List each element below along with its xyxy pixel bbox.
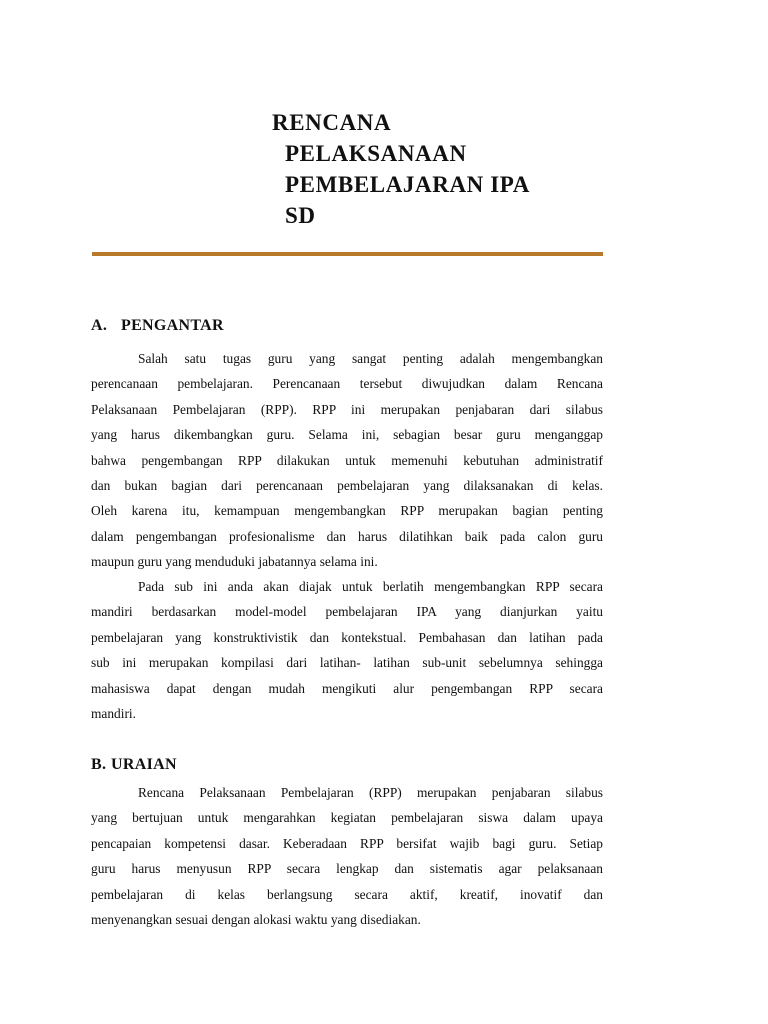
text-line: Pelaksanaan Pembelajaran (RPP). RPP ini merupakan penjabaran dari silabus: [91, 401, 603, 417]
text-line: maupun guru yang menduduki jabatannya selama ini.: [91, 554, 378, 570]
title-line: SD: [285, 203, 316, 228]
title-line: RENCANA: [272, 110, 392, 135]
paragraph-pengantar-1: [91, 346, 603, 575]
text-line: yang harus dikembangkan guru. Selama ini, sebagian besar guru menganggap: [91, 427, 603, 443]
section-heading-uraian: [91, 755, 177, 775]
text-line: bahwa pengembangan RPP dilakukan untuk memenuhi kebutuhan administratif: [91, 452, 603, 468]
section-heading-pengantar: [91, 316, 224, 336]
text-line: pencapaian kompetensi dasar. Keberadaan RPP bersifat wajib bagi guru. Setiap: [91, 835, 603, 851]
text-line: pembelajaran di kelas berlangsung secara aktif, kreatif, inovatif dan: [91, 886, 603, 902]
title-line: PELAKSANAAN: [285, 141, 467, 166]
document-title: [272, 107, 612, 231]
title-line: PEMBELAJARAN IPA: [285, 172, 530, 197]
text-line: Pada sub ini anda akan diajak untuk berlatih mengembangkan RPP secara: [138, 579, 603, 594]
text-line: menyenangkan sesuai dengan alokasi waktu yang disediakan.: [91, 911, 421, 927]
text-line: mandiri berdasarkan model-model pembelajaran IPA yang dianjurkan yaitu: [91, 604, 603, 620]
text-line: Salah satu tugas guru yang sangat penting adalah mengembangkan: [138, 351, 603, 366]
text-line: pembelajaran yang konstruktivistik dan kontekstual. Pembahasan dan latihan pada: [91, 629, 603, 645]
text-line: Oleh karena itu, kemampuan mengembangkan RPP merupakan bagian penting: [91, 503, 603, 519]
title-divider: [92, 252, 603, 256]
text-line: dalam pengembangan profesionalisme dan harus dilatihkan baik pada calon guru: [91, 528, 603, 544]
text-line: guru harus menyusun RPP secara lengkap dan sistematis agar pelaksanaan: [91, 861, 603, 877]
text-line: mahasiswa dapat dengan mudah mengikuti alur pengembangan RPP secara: [91, 680, 603, 696]
text-line: yang bertujuan untuk mengarahkan kegiatan pembelajaran siswa dalam upaya: [91, 810, 603, 826]
section-letter: B.: [91, 756, 107, 773]
paragraph-uraian-1: [91, 780, 603, 932]
section-heading-text: URAIAN: [111, 756, 177, 773]
paragraph-pengantar-2: [91, 574, 603, 726]
section-heading-text: PENGANTAR: [121, 317, 224, 334]
text-line: sub ini merupakan kompilasi dari latihan- latihan sub-unit sebelumnya sehingga: [91, 655, 603, 671]
section-letter: A.: [91, 317, 108, 334]
text-line: mandiri.: [91, 705, 136, 721]
text-line: dan bukan bagian dari perencanaan pembelajaran yang dilaksanakan di kelas.: [91, 477, 603, 493]
text-line: perencanaan pembelajaran. Perencanaan tersebut diwujudkan dalam Rencana: [91, 376, 603, 392]
text-line: Rencana Pelaksanaan Pembelajaran (RPP) merupakan penjabaran silabus: [138, 785, 603, 800]
